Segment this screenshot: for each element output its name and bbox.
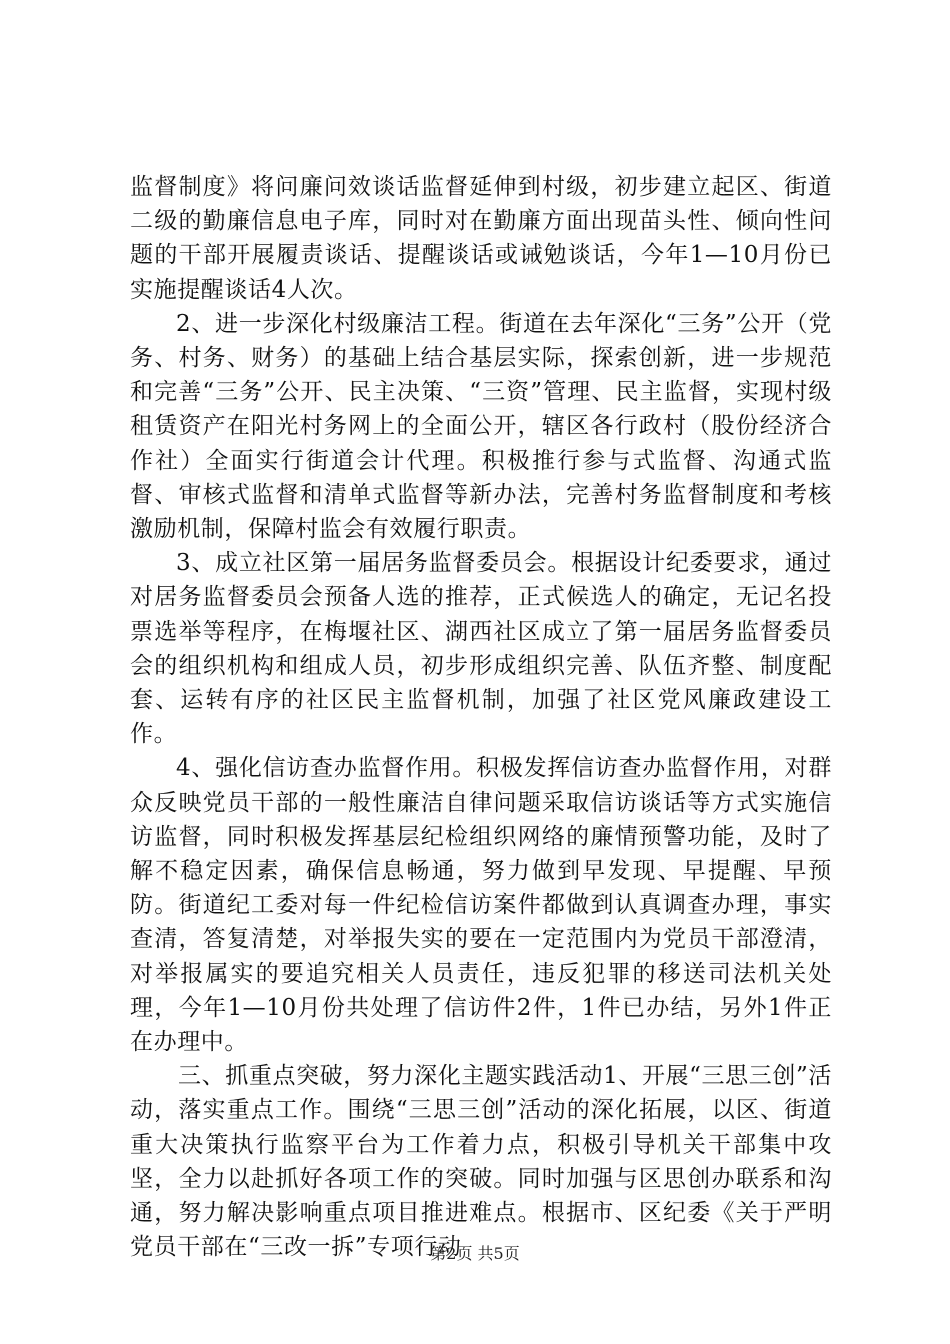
paragraph-petition-supervision: 4、强化信访查办监督作用。积极发挥信访查办监督作用，对群众反映党员干部的一般性廉洁自律问题采取信访谈话等方式实施信访监督，同时积极发挥基层纪检组织网络的廉情预警功能，及时了解不稳定因素，确保信息畅通，努力做到早发现、早提醒、早预防。街道纪工委对每一件纪检信访案件都做到认真调查办理，事实查清，答复清楚，对举报失实的要在一定范围内为党员干部澄清，对举报属实的要追究相关人员责任，违反犯罪的移送司法机关处理，今年1—10月份共处理了信访件2件，1件已办结，另外1件正在办理中。	[130, 755, 832, 1056]
paragraph-continuation: 监督制度》将问廉问效谈话监督延伸到村级，初步建立起区、街道二级的勤廉信息电子库，同时对在勤廉方面出现苗头性、倾向性问题的干部开展履责谈话、提醒谈话或诫勉谈话，今年1—10月份已实施提醒谈话4人次。	[130, 174, 832, 303]
page-number-footer: 第2页 共5页	[430, 1244, 520, 1263]
paragraph-key-breakthrough: 三、抓重点突破，努力深化主题实践活动1、开展“三思三创”活动，落实重点工作。围绕“三思三创”活动的深化拓展，以区、街道重大决策执行监察平台为工作着力点，积极引导机关干部集中攻坚，全力以赴抓好各项工作的突破。同时加强与区思创办联系和沟通，努力解决影响重点项目推进难点。根据市、区纪委《关于严明党员干部在“三改一拆”专项行动	[130, 1063, 832, 1261]
document-body	[130, 170, 832, 1265]
paragraph-village-integrity: 2、进一步深化村级廉洁工程。街道在去年深化“三务”公开（党务、村务、财务）的基础上结合基层实际，探索创新，进一步规范和完善“三务”公开、民主决策、“三资”管理、民主监督，实现村级租赁资产在阳光村务网上的全面公开，辖区各行政村（股份经济合作社）全面实行街道会计代理。积极推行参与式监督、沟通式监督、审核式监督和清单式监督等新办法，完善村务监督制度和考核激励机制，保障村监会有效履行职责。	[130, 310, 832, 543]
paragraph-community-committee: 3、成立社区第一届居务监督委员会。根据设计纪委要求，通过对居务监督委员会预备人选的推荐，正式候选人的确定，无记名投票选举等程序，在梅堰社区、湖西社区成立了第一届居务监督委员会的组织机构和组成人员，初步形成组织完善、队伍齐整、制度配套、运转有序的社区民主监督机制，加强了社区党风廉政建设工作。	[130, 550, 832, 748]
